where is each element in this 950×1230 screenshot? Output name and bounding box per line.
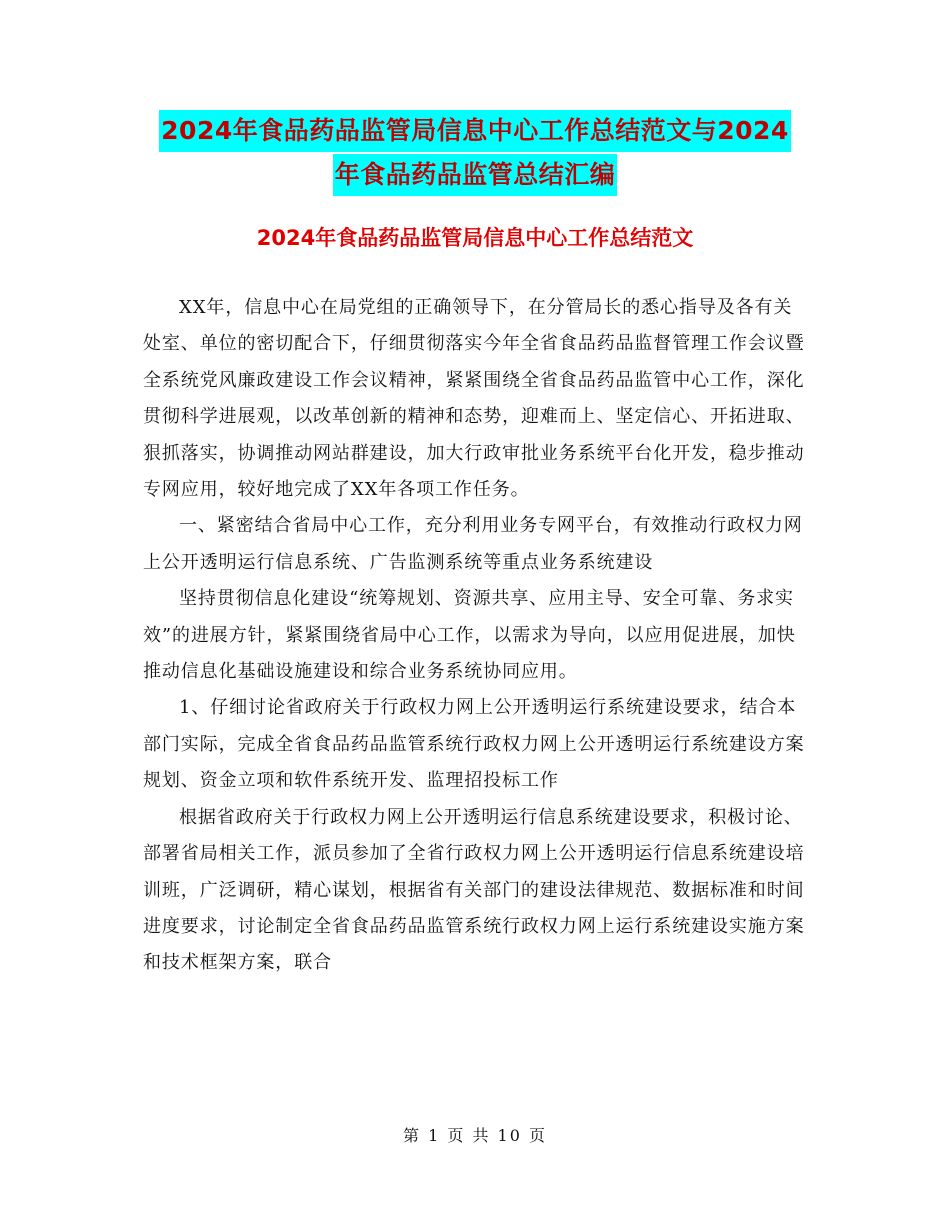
title-line-1: 2024年食品药品监管局信息中心工作总结范文与2024 (159, 110, 791, 152)
page-number-footer: 第 1 页 共 10 页 (403, 1126, 547, 1145)
paragraph: 一、紧密结合省局中心工作，充分利用业务专网平台，有效推动行政权力网上公开透明运行信息系统、广告监测系统等重点业务系统建设 (143, 515, 803, 573)
title-line-2: 年食品药品监管总结汇编 (333, 154, 618, 196)
section-subtitle: 2024年食品药品监管局信息中心工作总结范文 (256, 226, 694, 250)
paragraph: 坚持贯彻信息化建设“统筹规划、资源共享、应用主导、安全可靠、务求实效”的进展方针，紧紧围绕省局中心工作，以需求为导向，以应用促进展，加快推动信息化基础设施建设和综合业务系统协同应用。 (143, 588, 796, 683)
document-title (140, 110, 810, 196)
document-body (143, 290, 811, 982)
paragraph: XX年，信息中心在局党组的正确领导下，在分管局长的悉心指导及各有关处室、单位的密切配合下，仔细贯彻落实今年全省食品药品监督管理工作会议暨全系统党风廉政建设工作会议精神，紧紧围绕全省食品药品监管中心工作，深化贯彻科学进展观，以改革创新的精神和态势，迎难而上、坚定信心、开拓进取、狠抓落实，协调推动网站群建设，加大行政审批业务系统平台化开发，稳步推动专网应用，较好地完成了XX年各项工作任务。 (143, 297, 805, 501)
paragraph: 根据省政府关于行政权力网上公开透明运行信息系统建设要求，积极讨论、部署省局相关工作，派员参加了全省行政权力网上公开透明运行信息系统建设培训班，广泛调研，精心谋划，根据省有关部门的建设法律规范、数据标准和时间进度要求，讨论制定全省食品药品监管系统行政权力网上运行系统建设实施方案和技术框架方案，联合 (143, 806, 805, 974)
paragraph: 1、仔细讨论省政府关于行政权力网上公开透明运行系统建设要求，结合本部门实际，完成全省食品药品监管系统行政权力网上公开透明运行系统建设方案规划、资金立项和软件系统开发、监理招投标工作 (143, 697, 805, 792)
